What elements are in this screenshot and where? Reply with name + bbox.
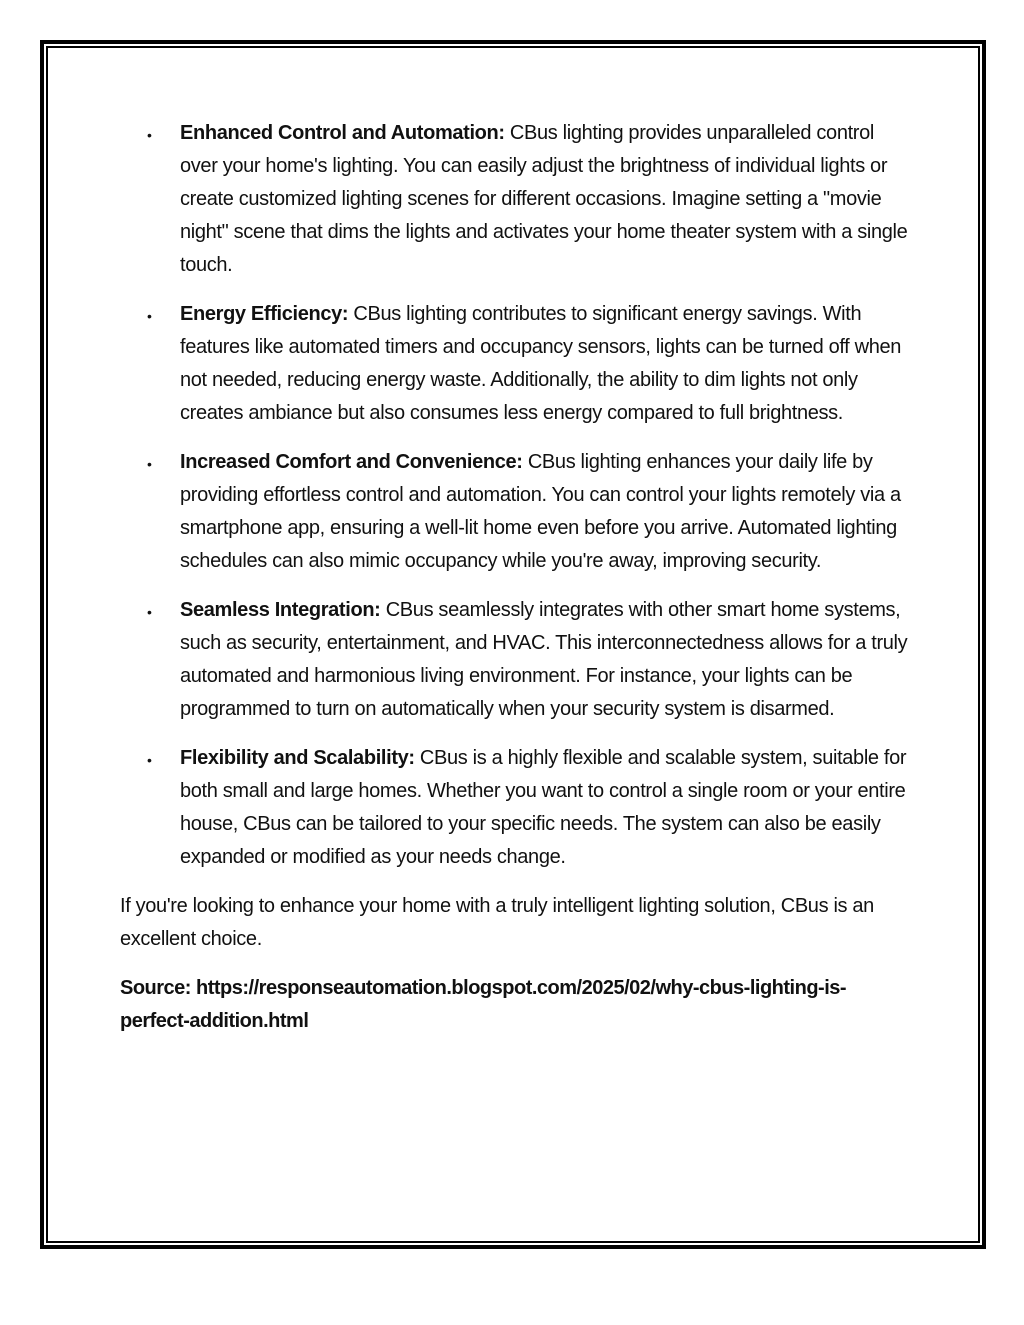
- bullet-icon: •: [147, 604, 152, 620]
- bullet-icon: •: [147, 752, 152, 768]
- benefit-term: Increased Comfort and Convenience:: [180, 451, 523, 473]
- benefit-term: Energy Efficiency:: [180, 303, 349, 325]
- page-content: [120, 117, 910, 1038]
- closing-paragraph: If you're looking to enhance your home with a truly intelligent lighting solution, CBus is an excellent choice.: [120, 895, 874, 950]
- benefit-description: CBus lighting contributes to significant energy savings. With features like automated timers and occupancy sensors, lights can be turned off when not needed, reducing energy waste. Additionally, the ability to dim lights not only creates ambiance but also consumes less energy compared to full brightness.: [180, 303, 902, 424]
- benefit-term: Flexibility and Scalability:: [180, 747, 415, 769]
- list-item: [120, 742, 910, 874]
- source-citation: Source: https://responseautomation.blogspot.com/2025/02/why-cbus-lighting-is-perfect-addition.html: [120, 977, 847, 1032]
- bullet-icon: •: [147, 127, 152, 143]
- bullet-icon: •: [147, 308, 152, 324]
- benefits-list: [120, 117, 910, 874]
- list-item: [120, 446, 910, 578]
- benefit-description: CBus lighting provides unparalleled control over your home's lighting. You can easily adjust the brightness of individual lights or create customized lighting scenes for different occasions. Imagine setting a "movie night" scene that dims the lights and activates your home theater system with a single touch.: [180, 122, 908, 276]
- benefit-term: Seamless Integration:: [180, 599, 381, 621]
- benefit-description: CBus seamlessly integrates with other smart home systems, such as security, entertainment, and HVAC. This interconnectedness allows for a truly automated and harmonious living environment. For instance, your lights can be programmed to turn on automatically when your security system is disarmed.: [180, 599, 908, 720]
- list-item: [120, 594, 910, 726]
- list-item: [120, 298, 910, 430]
- list-item: [120, 117, 910, 282]
- benefit-term: Enhanced Control and Automation:: [180, 122, 505, 144]
- bullet-icon: •: [147, 456, 152, 472]
- benefit-description: CBus lighting enhances your daily life by providing effortless control and automation. You can control your lights remotely via a smartphone app, ensuring a well-lit home even before you arrive. Automated lighting schedules can also mimic occupancy while you're away, improving security.: [180, 451, 901, 572]
- benefit-description: CBus is a highly flexible and scalable system, suitable for both small and large homes. Whether you want to control a single room or your entire house, CBus can be tailored to your specific needs. The system can also be easily expanded or modified as your needs change.: [180, 747, 907, 868]
